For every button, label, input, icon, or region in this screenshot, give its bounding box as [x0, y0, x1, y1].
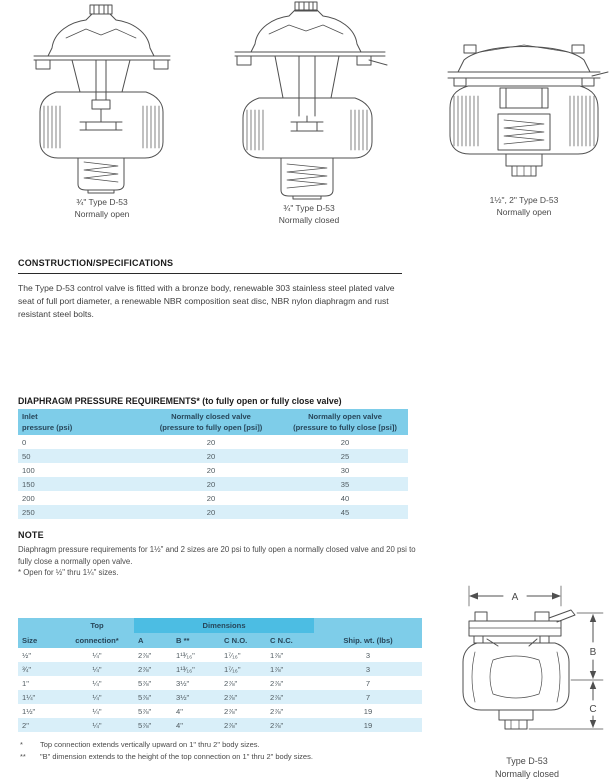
valve-figure-normally-open-small: [26, 2, 178, 220]
footnote-text: Top connection extends vertically upward on 1" thru 2" body sizes.: [40, 740, 260, 749]
cell: 20: [206, 437, 216, 447]
figure-caption: [26, 197, 178, 220]
figure-caption-line1: ¾" Type D-53: [76, 197, 128, 207]
dimensions-group-header-row: [18, 618, 422, 633]
cell: 2⅞": [138, 650, 152, 660]
cell: 100: [22, 465, 35, 475]
valve-figure-normally-open-large: [438, 32, 610, 218]
cell: 2": [18, 718, 60, 732]
cell: 1¹³⁄₁₆": [176, 650, 195, 660]
cell: 1¼": [18, 690, 60, 704]
table-row: [18, 662, 422, 676]
construction-body: The Type D-53 control valve is fitted with a bronze body, renewable 303 stainless steel plated valve seat of full port diameter, a renewable NBR composition seat disc, NBR nylon diaphragm and rust resistant steel bolts.: [18, 283, 395, 319]
cell: 2⅞": [266, 690, 314, 704]
table-row: [18, 463, 408, 477]
construction-section: [18, 258, 410, 321]
header-line: Normally open valve: [308, 412, 382, 421]
table-row: [18, 477, 408, 491]
cell: 45: [282, 505, 408, 519]
cell: 3: [314, 662, 422, 676]
figure-caption-line2: Normally open: [496, 206, 552, 217]
cell: 2⅞": [220, 718, 266, 732]
cell: 2⅞": [270, 706, 284, 716]
cell: ¾": [18, 662, 60, 676]
column-header: C N.O.: [220, 633, 266, 648]
cell: 40: [340, 493, 350, 503]
figure-caption-line1: ¾" Type D-53: [283, 203, 335, 213]
table-row: [18, 449, 408, 463]
table-row: [18, 690, 422, 704]
footnote-marker: **: [20, 752, 26, 761]
cell: 20: [140, 477, 282, 491]
figure-caption-line1: Type D-53: [506, 756, 548, 766]
header-line: (pressure to fully close [psi]): [293, 423, 397, 432]
cell: 5⅞": [138, 678, 152, 688]
cell: 20: [206, 465, 216, 475]
column-header: [140, 409, 282, 435]
cell: ¼": [60, 662, 134, 676]
dimension-reference-figure: [441, 580, 612, 779]
valve-cross-section-drawing: [225, 0, 393, 200]
cell: 25: [282, 449, 408, 463]
cell: 1": [22, 678, 29, 688]
group-header-dimensions: Dimensions: [134, 618, 314, 633]
cell: ½": [22, 650, 32, 660]
cell: 1⁷⁄₁₆": [220, 662, 266, 676]
footnote-marker: *: [20, 740, 23, 749]
cell: 19: [363, 706, 373, 716]
dimension-label-b: B: [589, 647, 597, 658]
table-row: [18, 435, 408, 449]
table-row: [18, 704, 422, 718]
cell: ¼": [60, 718, 134, 732]
pressure-table: [18, 409, 408, 519]
figure-caption-line2: Normally open: [74, 208, 130, 219]
cell: 5⅞": [134, 690, 172, 704]
header-line: Inlet: [22, 412, 38, 421]
table-row: [18, 676, 422, 690]
cell: 20: [340, 437, 350, 447]
dimensions-footnotes: [18, 739, 422, 763]
column-header: A: [134, 633, 172, 648]
figure-caption-line1: 1½", 2" Type D-53: [489, 195, 559, 205]
cell: 2⅞": [224, 706, 238, 716]
cell: 0: [22, 437, 27, 447]
dimensions-table: [18, 618, 422, 732]
cell: 3½": [172, 690, 220, 704]
cell: 4": [176, 706, 183, 716]
valve-figure-normally-closed-small: [225, 0, 393, 226]
note-heading: NOTE: [18, 530, 44, 540]
cell: 20: [140, 449, 282, 463]
table-row: [18, 718, 422, 732]
cell: 1¹³⁄₁₆": [172, 662, 220, 676]
blank-header: [314, 618, 422, 633]
pressure-table-header-row: [18, 409, 408, 435]
footnote: [18, 739, 422, 751]
figure-caption: [438, 195, 610, 218]
table-row: [18, 648, 422, 662]
cell: 3½": [176, 678, 190, 688]
cell: ¼": [60, 690, 134, 704]
cell: 1⅞": [270, 650, 284, 660]
table-row: [18, 491, 408, 505]
cell: 2⅞": [220, 690, 266, 704]
cell: ¼": [92, 706, 102, 716]
cell: 35: [282, 477, 408, 491]
column-header: Ship. wt. (lbs): [314, 633, 422, 648]
cell: 200: [22, 493, 35, 503]
figure-caption-line2: Normally closed: [494, 768, 560, 779]
cell: 20: [206, 493, 216, 503]
pressure-requirements-section: [18, 396, 408, 519]
header-line: pressure (psi): [22, 423, 73, 432]
cell: 30: [340, 465, 350, 475]
note-text: Diaphragm pressure requirements for 1½" and 2 sizes are 20 psi to fully open a normally closed valve and 20 psi to fully close a normally open valve.: [18, 545, 416, 566]
cell: 20: [140, 505, 282, 519]
column-header: [18, 409, 140, 435]
dimensions-header-row: [18, 633, 422, 648]
dimension-label-c: C: [589, 704, 597, 715]
cell: 150: [18, 477, 140, 491]
footnote: [18, 751, 422, 763]
cell: 2⅞": [266, 718, 314, 732]
note-section: [18, 530, 428, 579]
cell: 2⅞": [134, 662, 172, 676]
blank-header: [18, 618, 60, 633]
construction-heading: CONSTRUCTION/SPECIFICATIONS: [18, 258, 402, 274]
dimension-diagram: [441, 580, 612, 752]
cell: 4": [172, 718, 220, 732]
cell: ¼": [92, 650, 102, 660]
column-header: Size: [18, 633, 60, 648]
cell: 19: [314, 718, 422, 732]
dimensions-section: [18, 618, 422, 763]
header-line: Normally closed valve: [171, 412, 251, 421]
table-row: [18, 505, 408, 519]
figure-caption-line2: Normally closed: [278, 214, 340, 225]
figure-caption: [441, 755, 612, 779]
footnote-text: "B" dimension extends to the height of the top connection on 1" thru 2" body sizes.: [40, 752, 313, 761]
cell: 1⁷⁄₁₆": [224, 650, 241, 660]
cell: 1½": [22, 706, 36, 716]
valve-cross-section-drawing: [438, 32, 610, 192]
cell: 1⅞": [266, 662, 314, 676]
valve-cross-section-drawing: [26, 2, 178, 194]
header-line: (pressure to fully open [psi]): [159, 423, 263, 432]
cell: ¼": [92, 678, 102, 688]
column-header: connection*: [60, 633, 134, 648]
column-header: B **: [172, 633, 220, 648]
note-asterisk-text: * Open for ½" thru 1¼" sizes.: [18, 568, 119, 577]
column-header: C N.C.: [266, 633, 314, 648]
cell: 5⅞": [138, 706, 152, 716]
cell: 2⅞": [224, 678, 238, 688]
group-header-top: Top: [60, 618, 134, 633]
column-header: [282, 409, 408, 435]
cell: 2⅞": [270, 678, 284, 688]
cell: 250: [18, 505, 140, 519]
cell: 5⅞": [134, 718, 172, 732]
dimension-label-a: A: [511, 592, 519, 603]
figure-caption: [225, 203, 393, 226]
pressure-table-title: DIAPHRAGM PRESSURE REQUIREMENTS* (to fully open or fully close valve): [18, 396, 342, 406]
cell: 3: [365, 650, 371, 660]
cell: 7: [365, 678, 371, 688]
cell: 50: [18, 449, 140, 463]
cell: 7: [314, 690, 422, 704]
